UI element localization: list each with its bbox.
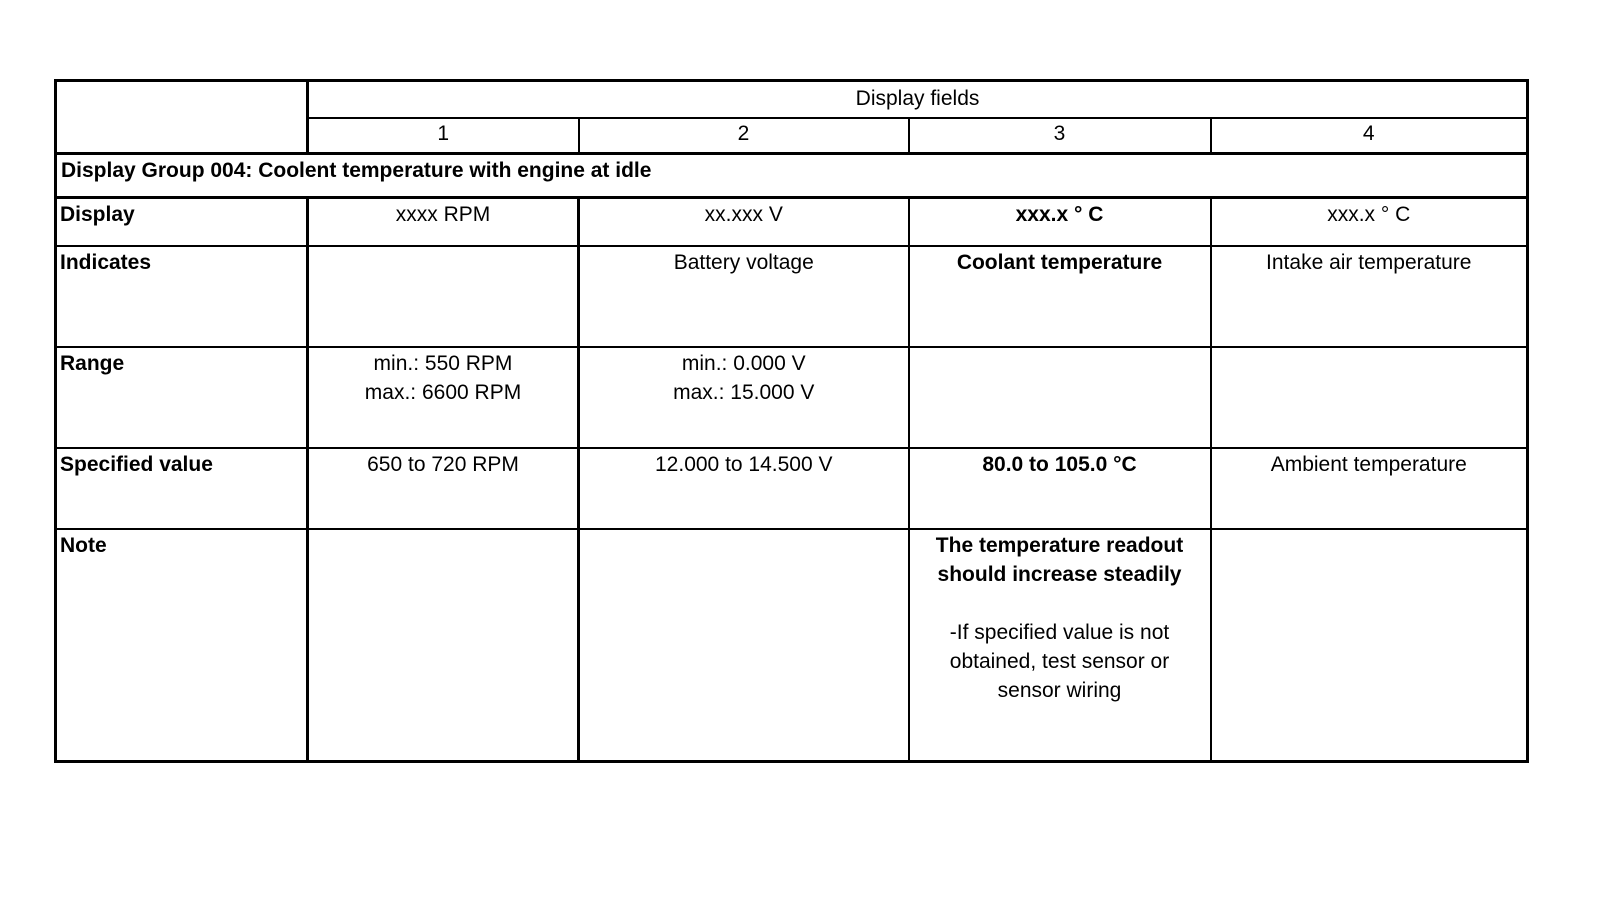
range-max-2: max.: 15.000 V: [673, 381, 815, 404]
indicates-value-4: Intake air temperature: [1211, 246, 1528, 347]
note-main-line-2: should increase steadily: [937, 563, 1182, 586]
row-label-note: Note: [56, 529, 308, 762]
column-number-2: 2: [579, 118, 909, 154]
row-label-indicates: Indicates: [56, 246, 308, 347]
indicates-value-2: Battery voltage: [579, 246, 909, 347]
range-min-1: min.: 550 RPM: [373, 352, 513, 375]
display-value-3: xxx.x ° C: [909, 198, 1211, 247]
range-value-4: [1211, 347, 1528, 448]
note-sub-line-3: sensor wiring: [997, 679, 1122, 702]
note-value-2: [579, 529, 909, 762]
display-fields-header: Display fields: [308, 81, 1528, 119]
note-main-text: [910, 531, 1210, 589]
row-label-display: Display: [56, 198, 308, 247]
specified-value-2: 12.000 to 14.500 V: [579, 448, 909, 529]
note-main-line-1: The temperature readout: [935, 534, 1184, 557]
range-min-2: min.: 0.000 V: [681, 352, 806, 375]
header-corner-cell: [56, 81, 308, 154]
note-sub-text: [910, 618, 1210, 705]
column-number-4: 4: [1211, 118, 1528, 154]
column-number-1: 1: [308, 118, 579, 154]
range-value-2: [579, 347, 909, 448]
note-sub-line-2: obtained, test sensor or: [949, 650, 1170, 673]
specified-value-3: 80.0 to 105.0 °C: [909, 448, 1211, 529]
indicates-value-1: [308, 246, 579, 347]
specified-value-4: Ambient temperature: [1211, 448, 1528, 529]
indicates-value-3: Coolant temperature: [909, 246, 1211, 347]
note-value-1: [308, 529, 579, 762]
specified-value-1: 650 to 720 RPM: [308, 448, 579, 529]
column-number-3: 3: [909, 118, 1211, 154]
note-sub-line-1: -If specified value is not: [949, 621, 1170, 644]
display-value-4: xxx.x ° C: [1211, 198, 1528, 247]
note-value-4: [1211, 529, 1528, 762]
display-value-2: xx.xxx V: [579, 198, 909, 247]
row-label-specified-value: Specified value: [56, 448, 308, 529]
display-group-title: Display Group 004: Coolent temperature with engine at idle: [56, 154, 1528, 198]
specification-table-container: [54, 79, 1526, 763]
range-value-1: [308, 347, 579, 448]
display-group-table: [54, 79, 1529, 763]
note-value-3: [909, 529, 1211, 762]
range-value-3: [909, 347, 1211, 448]
display-value-1: xxxx RPM: [308, 198, 579, 247]
row-label-range: Range: [56, 347, 308, 448]
range-max-1: max.: 6600 RPM: [364, 381, 522, 404]
